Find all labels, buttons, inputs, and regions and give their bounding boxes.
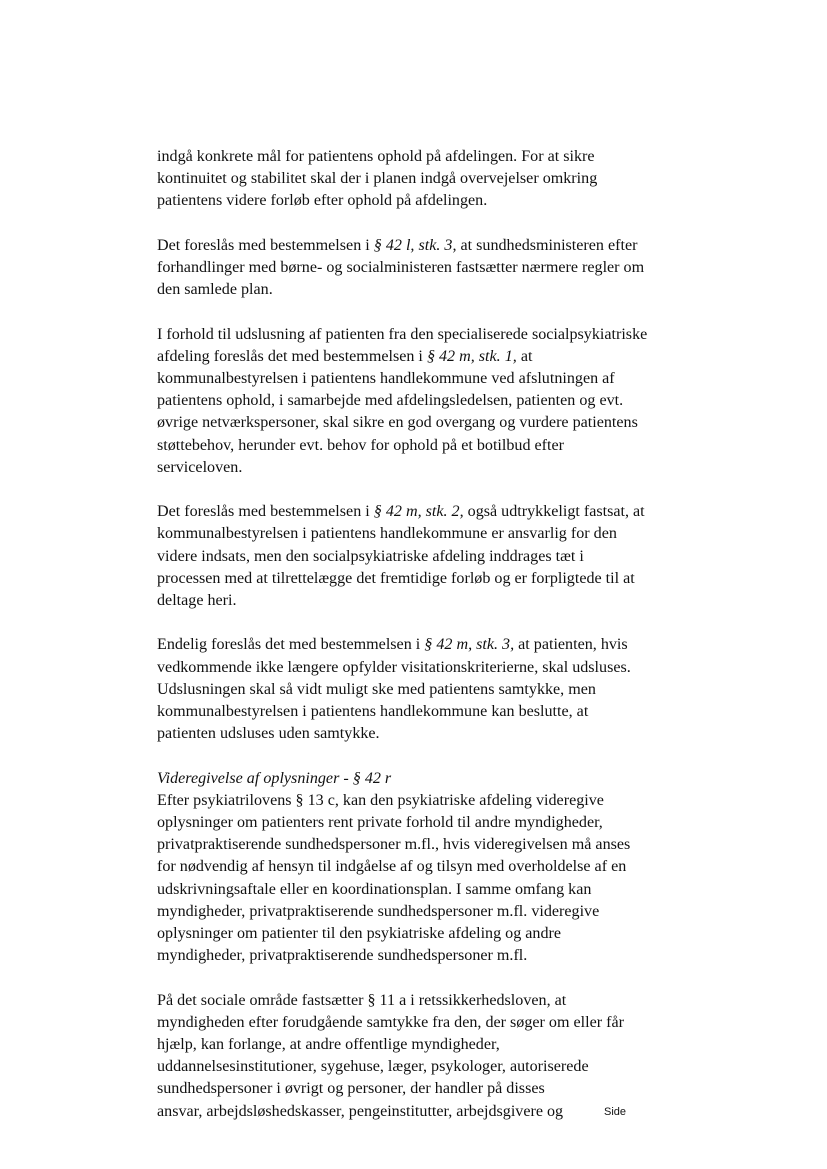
- text-line: [157, 634, 677, 656]
- text-line: myndigheden efter forudgående samtykke fra den, der søger om eller får: [157, 1013, 624, 1031]
- paragraph-42l-stk3: [157, 235, 677, 302]
- paragraph-psykiatriloven-13c: [157, 790, 677, 968]
- law-reference: § 42 m, stk. 1,: [426, 347, 517, 365]
- text-line: deltage heri.: [157, 592, 237, 610]
- section-heading-container: [157, 768, 677, 790]
- text-line: privatpraktiserende sundhedspersoner m.fl., hvis videregivelsen må anses: [157, 836, 631, 854]
- text-line: indgå konkrete mål for patientens ophold på afdelingen. For at sikre: [157, 148, 595, 165]
- text-span: Endelig foreslås det med bestemmelsen i: [157, 636, 425, 654]
- text-span: at: [516, 347, 533, 365]
- text-span: Det foreslås med bestemmelsen i: [157, 236, 374, 254]
- text-span: Det foreslås med bestemmelsen i: [157, 503, 374, 521]
- text-line: På det sociale område fastsætter § 11 a i retssikkerhedsloven, at: [157, 991, 567, 1009]
- text-line: støttebehov, herunder evt. behov for ophold på et botilbud efter: [157, 436, 564, 454]
- text-line: processen med at tilrettelægge det fremtidige forløb og er forpligtede til at: [157, 569, 635, 587]
- text-line: sundhedspersoner i øvrigt og personer, der handler på disses: [157, 1080, 545, 1098]
- text-line: [157, 501, 677, 523]
- text-line: udskrivningsaftale eller en koordinationsplan. I samme omfang kan: [157, 880, 592, 898]
- text-line: vedkommende ikke længere opfylder visitationskriterierne, skal udsluses.: [157, 658, 631, 676]
- text-line: videre indsats, men den socialpsykiatriske afdeling inddrages tæt i: [157, 547, 584, 565]
- text-line: den samlede plan.: [157, 281, 273, 299]
- text-line: øvrige netværkspersoner, skal sikre en god overgang og vurdere patientens: [157, 414, 638, 432]
- text-line: [157, 346, 677, 368]
- text-line: [157, 235, 677, 257]
- text-line: myndigheder, privatpraktiserende sundhedspersoner m.fl. videregive: [157, 902, 600, 920]
- text-line: uddannelsesinstitutioner, sygehuse, læger, psykologer, autoriserede: [157, 1058, 589, 1076]
- law-reference: § 42 m, stk. 2,: [373, 503, 464, 521]
- text-line: kontinuitet og stabilitet skal der i planen indgå overvejelser omkring: [157, 170, 598, 188]
- text-line: patientens videre forløb efter ophold på afdelingen.: [157, 192, 488, 210]
- text-line: kommunalbestyrelsen i patientens handlekommune ved afslutningen af: [157, 370, 615, 387]
- section-heading: Videregivelse af oplysninger - § 42 r: [157, 769, 392, 787]
- text-line: kommunalbestyrelsen i patientens handlekommune kan beslutte, at: [157, 703, 589, 721]
- paragraph-plan-goals: [157, 146, 677, 213]
- text-line: forhandlinger med børne- og socialministeren fastsætter nærmere regler om: [157, 259, 645, 276]
- text-span: at patienten, hvis: [514, 636, 628, 654]
- text-line: I forhold til udslusning af patienten fra den specialiserede socialpsykiatriske: [157, 325, 648, 343]
- text-line: Udslusningen skal så vidt muligt ske med patientens samtykke, men: [157, 680, 596, 698]
- paragraph-42m-stk1: [157, 324, 677, 479]
- paragraph-retssikkerhedsloven-11a: [157, 990, 677, 1123]
- text-line: patienten udsluses uden samtykke.: [157, 725, 380, 743]
- text-line: oplysninger om patienter til den psykiatriske afdeling og andre: [157, 925, 562, 943]
- text-line: ansvar, arbejdsløshedskasser, pengeinstitutter, arbejdsgivere og: [157, 1102, 564, 1120]
- text-line: patientens ophold, i samarbejde med afdelingsledelsen, patienten og evt.: [157, 392, 624, 410]
- text-span: afdeling foreslås det med bestemmelsen i: [157, 347, 427, 365]
- paragraph-42m-stk3: [157, 634, 677, 745]
- text-line: for nødvendig af hensyn til indgåelse af og tilsyn med overholdelse af en: [157, 858, 627, 876]
- text-span: at sundhedsministeren efter: [456, 236, 638, 254]
- text-line: Efter psykiatrilovens § 13 c, kan den psykiatriske afdeling videregive: [157, 791, 604, 809]
- text-line: oplysninger om patienters rent private forhold til andre myndigheder,: [157, 814, 603, 832]
- page-number-label: Side: [604, 1106, 627, 1118]
- text-line: serviceloven.: [157, 458, 243, 476]
- text-line: myndigheder, privatpraktiserende sundhedspersoner m.fl.: [157, 947, 528, 965]
- document-body: [157, 146, 677, 1123]
- text-line: hjælp, kan forlange, at andre offentlige myndigheder,: [157, 1036, 500, 1054]
- text-line: kommunalbestyrelsen i patientens handlekommune er ansvarlig for den: [157, 525, 617, 543]
- law-reference: § 42 m, stk. 3,: [424, 636, 515, 654]
- text-span: også udtrykkeligt fastsat, at: [463, 503, 645, 521]
- law-reference: § 42 l, stk. 3,: [373, 236, 457, 254]
- paragraph-42m-stk2: [157, 501, 677, 612]
